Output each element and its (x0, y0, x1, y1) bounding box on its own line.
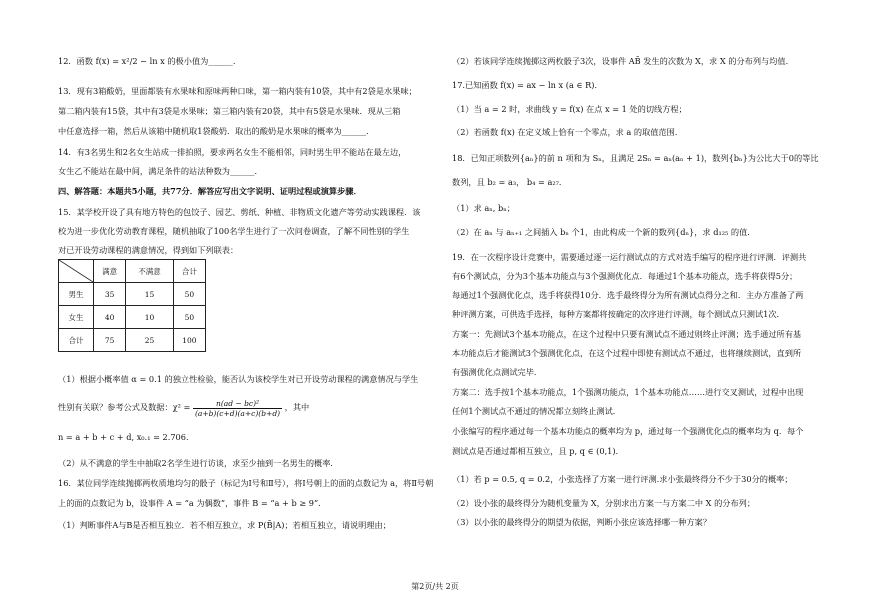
section-4-heading: 四、解答题：本题共5小题，共77分．解答应写出文字说明、证明过程或演算步骤． (58, 186, 362, 196)
question-16-part-1: （1）判断事件A与B是否相互独立．若不相互独立，求 P(B̄|A)；若相互独立，请说明理由； (58, 520, 391, 530)
plan-1-line-3: 有强测优化点测试完毕． (452, 367, 543, 377)
question-15-line-1: 15．某学校开设了具有地方特色的包饺子、园艺、剪纸、种植、非物质文化遗产等劳动实践课程．该 (58, 207, 421, 217)
table-cell: 10 (126, 306, 173, 329)
question-13-line-3: 中任意选择一箱，然后从该箱中随机取1袋酸奶．取出的酸奶是水果味的概率为______． (58, 126, 375, 136)
table-header-cell: 满意 (94, 260, 126, 283)
table-cell: 50 (173, 306, 205, 329)
question-13-line-1: 13．现有3箱酸奶，里面都装有水果味和原味两种口味，第一箱内装有10袋，其中有2袋是水果味； (58, 86, 417, 96)
table-cell: 100 (173, 329, 205, 352)
table-row (59, 283, 206, 306)
question-16-line-1: 16．某位同学连续抛掷两枚质地均匀的骰子（标记为Ⅰ号和Ⅱ号），将Ⅰ号朝上的面的点数记为 a，将Ⅱ号朝 (58, 478, 434, 488)
chi-square-fraction (193, 399, 282, 418)
page-footer: 第2页/共 2页 (411, 582, 459, 591)
question-15-part-1-line-2 (58, 396, 444, 420)
question-19-part-3: （3）以小张的最终得分的期望为依据，判断小张应该选择哪一种方案？ (452, 517, 712, 527)
plan-1-line-2: 本功能点后才能测试3个强测优化点，在这个过程中即使有测试点不通过，也将继续测试，直到所 (452, 348, 802, 358)
question-19-part-1: （1）若 p = 0.5, q = 0.2，小张选择了方案一进行评测.求小张最终得分不少于30分的概率； (452, 474, 793, 484)
diagonal-line (59, 260, 93, 282)
question-19-line-6: 测试点是否通过都相互独立，且 p, q ∈ (0,1)． (452, 446, 624, 456)
question-15-part-2: （2）从不满意的学生中抽取2名学生进行访谈，求至少抽到一名男生的概率． (58, 458, 339, 468)
question-14-line-1: 14．有3名男生和2名女生站成一排拍照，要求两名女生不能相邻，同时男生甲不能站在最左边， (58, 147, 407, 157)
table-header-row (59, 260, 206, 283)
table-cell: 男生 (59, 283, 94, 306)
question-15-part-1-line-1: （1）根据小概率值 α = 0.1 的独立性检验，能否认为该校学生对已开设劳动课程的满意情况与学生 (58, 374, 419, 384)
formula-tail: ，其中 (284, 402, 310, 412)
table-header-cell: 不满意 (126, 260, 173, 283)
question-18-part-2: （2）在 aₙ 与 aₙ₊₁ 之间插入 bₙ 个1，由此构成一个新的数列{dₙ}，求 d₁₂₅ 的值． (452, 227, 756, 237)
question-19-line-1: 19．在一次程序设计竞赛中，需要通过逐一运行测试点的方式对选手编写的程序进行评测．评测共 (452, 252, 807, 262)
table-cell: 女生 (59, 306, 94, 329)
question-18-part-1: （1）求 aₙ, bₙ； (452, 203, 515, 213)
table-cell: 25 (126, 329, 173, 352)
table-header-cell: 合计 (173, 260, 205, 283)
formula-lead: 性别有关联？参考公式及数据：χ² = (58, 402, 191, 412)
fraction-denominator: (a+b)(c+d)(a+c)(b+d) (194, 408, 281, 418)
table-cell: 40 (94, 306, 126, 329)
question-12: 12．函数 f(x) = x²/2 − ln x 的极小值为______. (58, 56, 236, 66)
question-15-line-2: 校为进一步优化劳动教育课程，随机抽取了100名学生进行了一次问卷调查，了解不同性别的学生 (58, 226, 410, 236)
question-13-line-2: 第二箱内装有15袋，其中有3袋是水果味；第三箱内装有20袋，其中有5袋是水果味．现从三箱 (58, 106, 401, 116)
question-15-line-3: 对已开设劳动课程的满意情况，得到如下列联表： (58, 245, 239, 255)
plan-2-line-2: 任何1个测试点不通过的情况都立刻终止测试． (452, 406, 621, 416)
fraction-numerator: n(ad − bc)² (193, 399, 282, 409)
table-corner-cell (59, 260, 94, 283)
question-19-line-3: 每通过1个强测优化点，选手将获得10分．选手最终得分为所有测试点得分之和．主办方准备了两 (452, 290, 804, 300)
question-19-line-4: 种评测方案，可供选手选择，每种方案都将按确定的次序进行评测，每个测试点只测试1次． (452, 309, 785, 319)
question-19-line-2: 有6个测试点，分为3个基本功能点与3个强测优化点．每通过1个基本功能点，选手将获得5分； (452, 271, 798, 281)
question-14-line-2: 女生乙不能站在最中间，满足条件的站法种数为______． (58, 166, 263, 176)
contingency-table (58, 259, 206, 352)
table-cell: 35 (94, 283, 126, 306)
question-16-line-2: 上的面的点数记为 b，设事件 A = “a 为偶数”，事件 B = “a + b ≥ 9”． (58, 498, 327, 508)
question-15-part-1-line-3: n = a + b + c + d, x₀.₁ = 2.706． (58, 432, 195, 442)
plan-2-line-1: 方案二：选手按1个基本功能点，1个强测功能点，1个基本功能点……进行交叉测试，过程中出现 (452, 387, 804, 397)
table-cell: 50 (173, 283, 205, 306)
plan-1-line-1: 方案一：先测试3个基本功能点，在这个过程中只要有测试点不通过则终止评测；选手通过所有基 (452, 329, 802, 339)
question-16-part-2: （2）若该同学连续抛掷这两枚骰子3次，设事件 AB̄ 发生的次数为 X，求 X 的分布列与均值． (452, 56, 794, 66)
question-17-part-1: （1）当 a = 2 时，求曲线 y = f(x) 在点 x = 1 处的切线方程； (452, 104, 687, 114)
question-17-line-1: 17.已知函数 f(x) = ax − ln x (a ∈ R)． (452, 80, 603, 90)
question-18-line-1: 18．已知正项数列{aₙ}的前 n 项和为 Sₙ，且满足 2Sₙ = aₙ(aₙ + 1)，数列{bₙ}为公比大于0的等比 (452, 153, 819, 163)
table-row (59, 329, 206, 352)
question-19-line-5: 小张编写的程序通过每一个基本功能点的概率均为 p，通过每一个强测优化点的概率均为 q．每个 (452, 426, 804, 436)
table-row (59, 306, 206, 329)
table-cell: 合计 (59, 329, 94, 352)
table-cell: 15 (126, 283, 173, 306)
table-cell: 75 (94, 329, 126, 352)
question-19-part-2: （2）设小张的最终得分为随机变量为 X，分别求出方案一与方案二中 X 的分布列； (452, 498, 756, 508)
question-18-line-2: 数列，且 b₂ = a₃， b₄ = a₂₇． (452, 177, 568, 187)
question-17-part-2: （2）若函数 f(x) 在定义域上恰有一个零点，求 a 的取值范围． (452, 127, 684, 137)
